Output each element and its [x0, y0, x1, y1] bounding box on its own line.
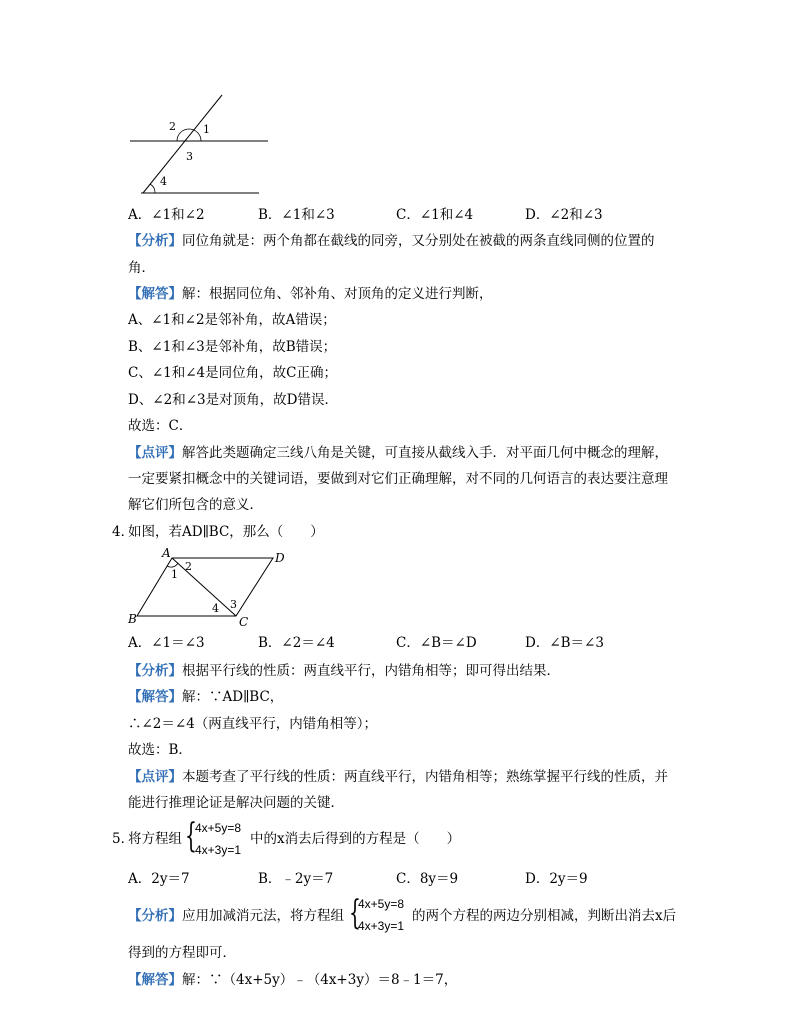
q5-analysis-equation-1: 4x+5y=8: [358, 897, 405, 911]
q5-equation-1: 4x+5y=8: [195, 821, 242, 835]
q4-option-a: A．∠1＝∠3: [128, 635, 205, 651]
q4-option-b: B．∠2＝∠4: [258, 635, 335, 651]
comment-text: 本题考查了平行线的性质：两直线平行，内错角相等；熟练掌握平行线的性质，并: [182, 769, 668, 785]
q3-option-a: A．∠1和∠2: [128, 207, 205, 223]
q5-option-b: B．﹣2y＝7: [258, 871, 334, 887]
diagonal-ac: [172, 558, 236, 616]
q5-stem-post: 中的x消去后得到的方程是（ ）: [250, 831, 461, 847]
q4-choice: 故选：B．: [128, 742, 192, 758]
q3-option-d: D．∠2和∠3: [525, 207, 603, 223]
q4-option-d: D．∠B＝∠3: [525, 635, 604, 651]
analysis-text: 同位角就是：两个角都在截线的同旁，又分别处在被截的两条直线同侧的位置的: [182, 233, 655, 249]
q5-option-c: C．8y＝9: [396, 871, 459, 887]
q4-analysis: [128, 661, 560, 681]
q3-analysis-cont: 角．: [128, 260, 155, 276]
q3-option-b: B．∠1和∠3: [258, 207, 335, 223]
q3-comment-cont-1: 一定要紧扣概念中的关键词语，要做到对它们正确理解，对不同的几何语言的表达要注意理: [128, 471, 668, 487]
angle-label-4: 4: [212, 602, 219, 615]
fig1-label-4: 4: [160, 175, 167, 188]
q5-analysis: [128, 906, 344, 926]
vertex-d: D: [275, 551, 285, 565]
q4-comment-cont: 能进行推理论证是解决问题的关键．: [128, 795, 344, 811]
q4-number: 4．: [112, 524, 135, 540]
comment-text: 解答此类题确定三线八角是关键，可直接从截线入手．对平面几何中概念的理解，: [182, 445, 668, 461]
answer-tag: 【解答】: [128, 689, 182, 705]
q5-answer: [128, 970, 457, 990]
q3-step-a: A、∠1和∠2是邻补角，故A错误；: [128, 312, 336, 328]
q5-analysis-brace: {: [349, 893, 361, 933]
q3-step-b: B、∠1和∠3是邻补角，故B错误；: [128, 339, 337, 355]
fig1-label-2: 2: [169, 120, 176, 133]
analysis-tag: 【分析】: [128, 663, 182, 679]
q5-option-d: D．2y＝9: [525, 871, 588, 887]
q3-answer: [128, 284, 493, 304]
answer-text: 解：根据同位角、邻补角、对顶角的定义进行判断，: [182, 286, 493, 302]
q4-answer: [128, 687, 283, 707]
q3-comment-cont-2: 解它们所包含的意义．: [128, 497, 263, 513]
q4-option-c: C．∠B＝∠D: [396, 635, 477, 651]
fig1-label-1: 1: [203, 123, 210, 136]
figure-parallelogram: [120, 545, 300, 630]
vertex-a: A: [162, 546, 171, 560]
angle-arc-2: [177, 129, 201, 141]
q3-comment: [128, 443, 668, 463]
q4-comment: [128, 767, 668, 787]
angle-label-1: 1: [171, 568, 178, 581]
q3-step-c: C、∠1和∠4是同位角，故C正确；: [128, 365, 337, 381]
angle-label-3: 3: [230, 598, 237, 611]
fig1-label-3: 3: [186, 150, 193, 163]
q3-analysis: [128, 231, 655, 251]
comment-tag: 【点评】: [128, 769, 182, 785]
q5-equation-2: 4x+3y=1: [195, 843, 242, 857]
q3-step-d: D、∠2和∠3是对顶角，故D错误．: [128, 392, 338, 408]
answer-tag: 【解答】: [128, 286, 182, 302]
q3-choice: 故选：C．: [128, 418, 193, 434]
figure-transversal: [125, 90, 285, 200]
q5-system-brace: {: [185, 816, 197, 856]
comment-tag: 【点评】: [128, 445, 182, 461]
q5-option-a: A．2y＝7: [128, 871, 190, 887]
q5-number: 5．: [112, 831, 135, 847]
transversal-line: [143, 95, 222, 193]
q5-analysis-equation-2: 4x+3y=1: [358, 919, 405, 933]
q4-stem: 如图，若AD∥BC，那么（ ）: [128, 524, 324, 540]
q5-analysis-post: 的两个方程的两边分别相减，判断出消去x后: [412, 908, 677, 924]
angle-label-2: 2: [185, 560, 192, 573]
q5-analysis-cont: 得到的方程即可．: [128, 945, 236, 961]
answer-tag: 【解答】: [128, 972, 182, 988]
angle-arc-4: [150, 184, 155, 193]
vertex-b: B: [128, 612, 137, 626]
q3-option-c: C．∠1和∠4: [396, 207, 474, 223]
parallelogram-shape: [137, 558, 273, 616]
analysis-text: 根据平行线的性质：两直线平行，内错角相等；即可得出结果．: [182, 663, 560, 679]
q5-stem-pre: 将方程组: [128, 831, 182, 847]
answer-text: 解：∵AD∥BC，: [182, 689, 284, 705]
q4-answer-step: ∴∠2＝∠4（两直线平行，内错角相等）；: [128, 716, 378, 732]
analysis-tag: 【分析】: [128, 908, 182, 924]
analysis-text: 应用加减消元法，将方程组: [182, 908, 344, 924]
answer-text: 解：∵（4x+5y）﹣（4x+3y）＝8﹣1＝7，: [182, 972, 458, 988]
analysis-tag: 【分析】: [128, 233, 182, 249]
vertex-c: C: [239, 615, 249, 629]
